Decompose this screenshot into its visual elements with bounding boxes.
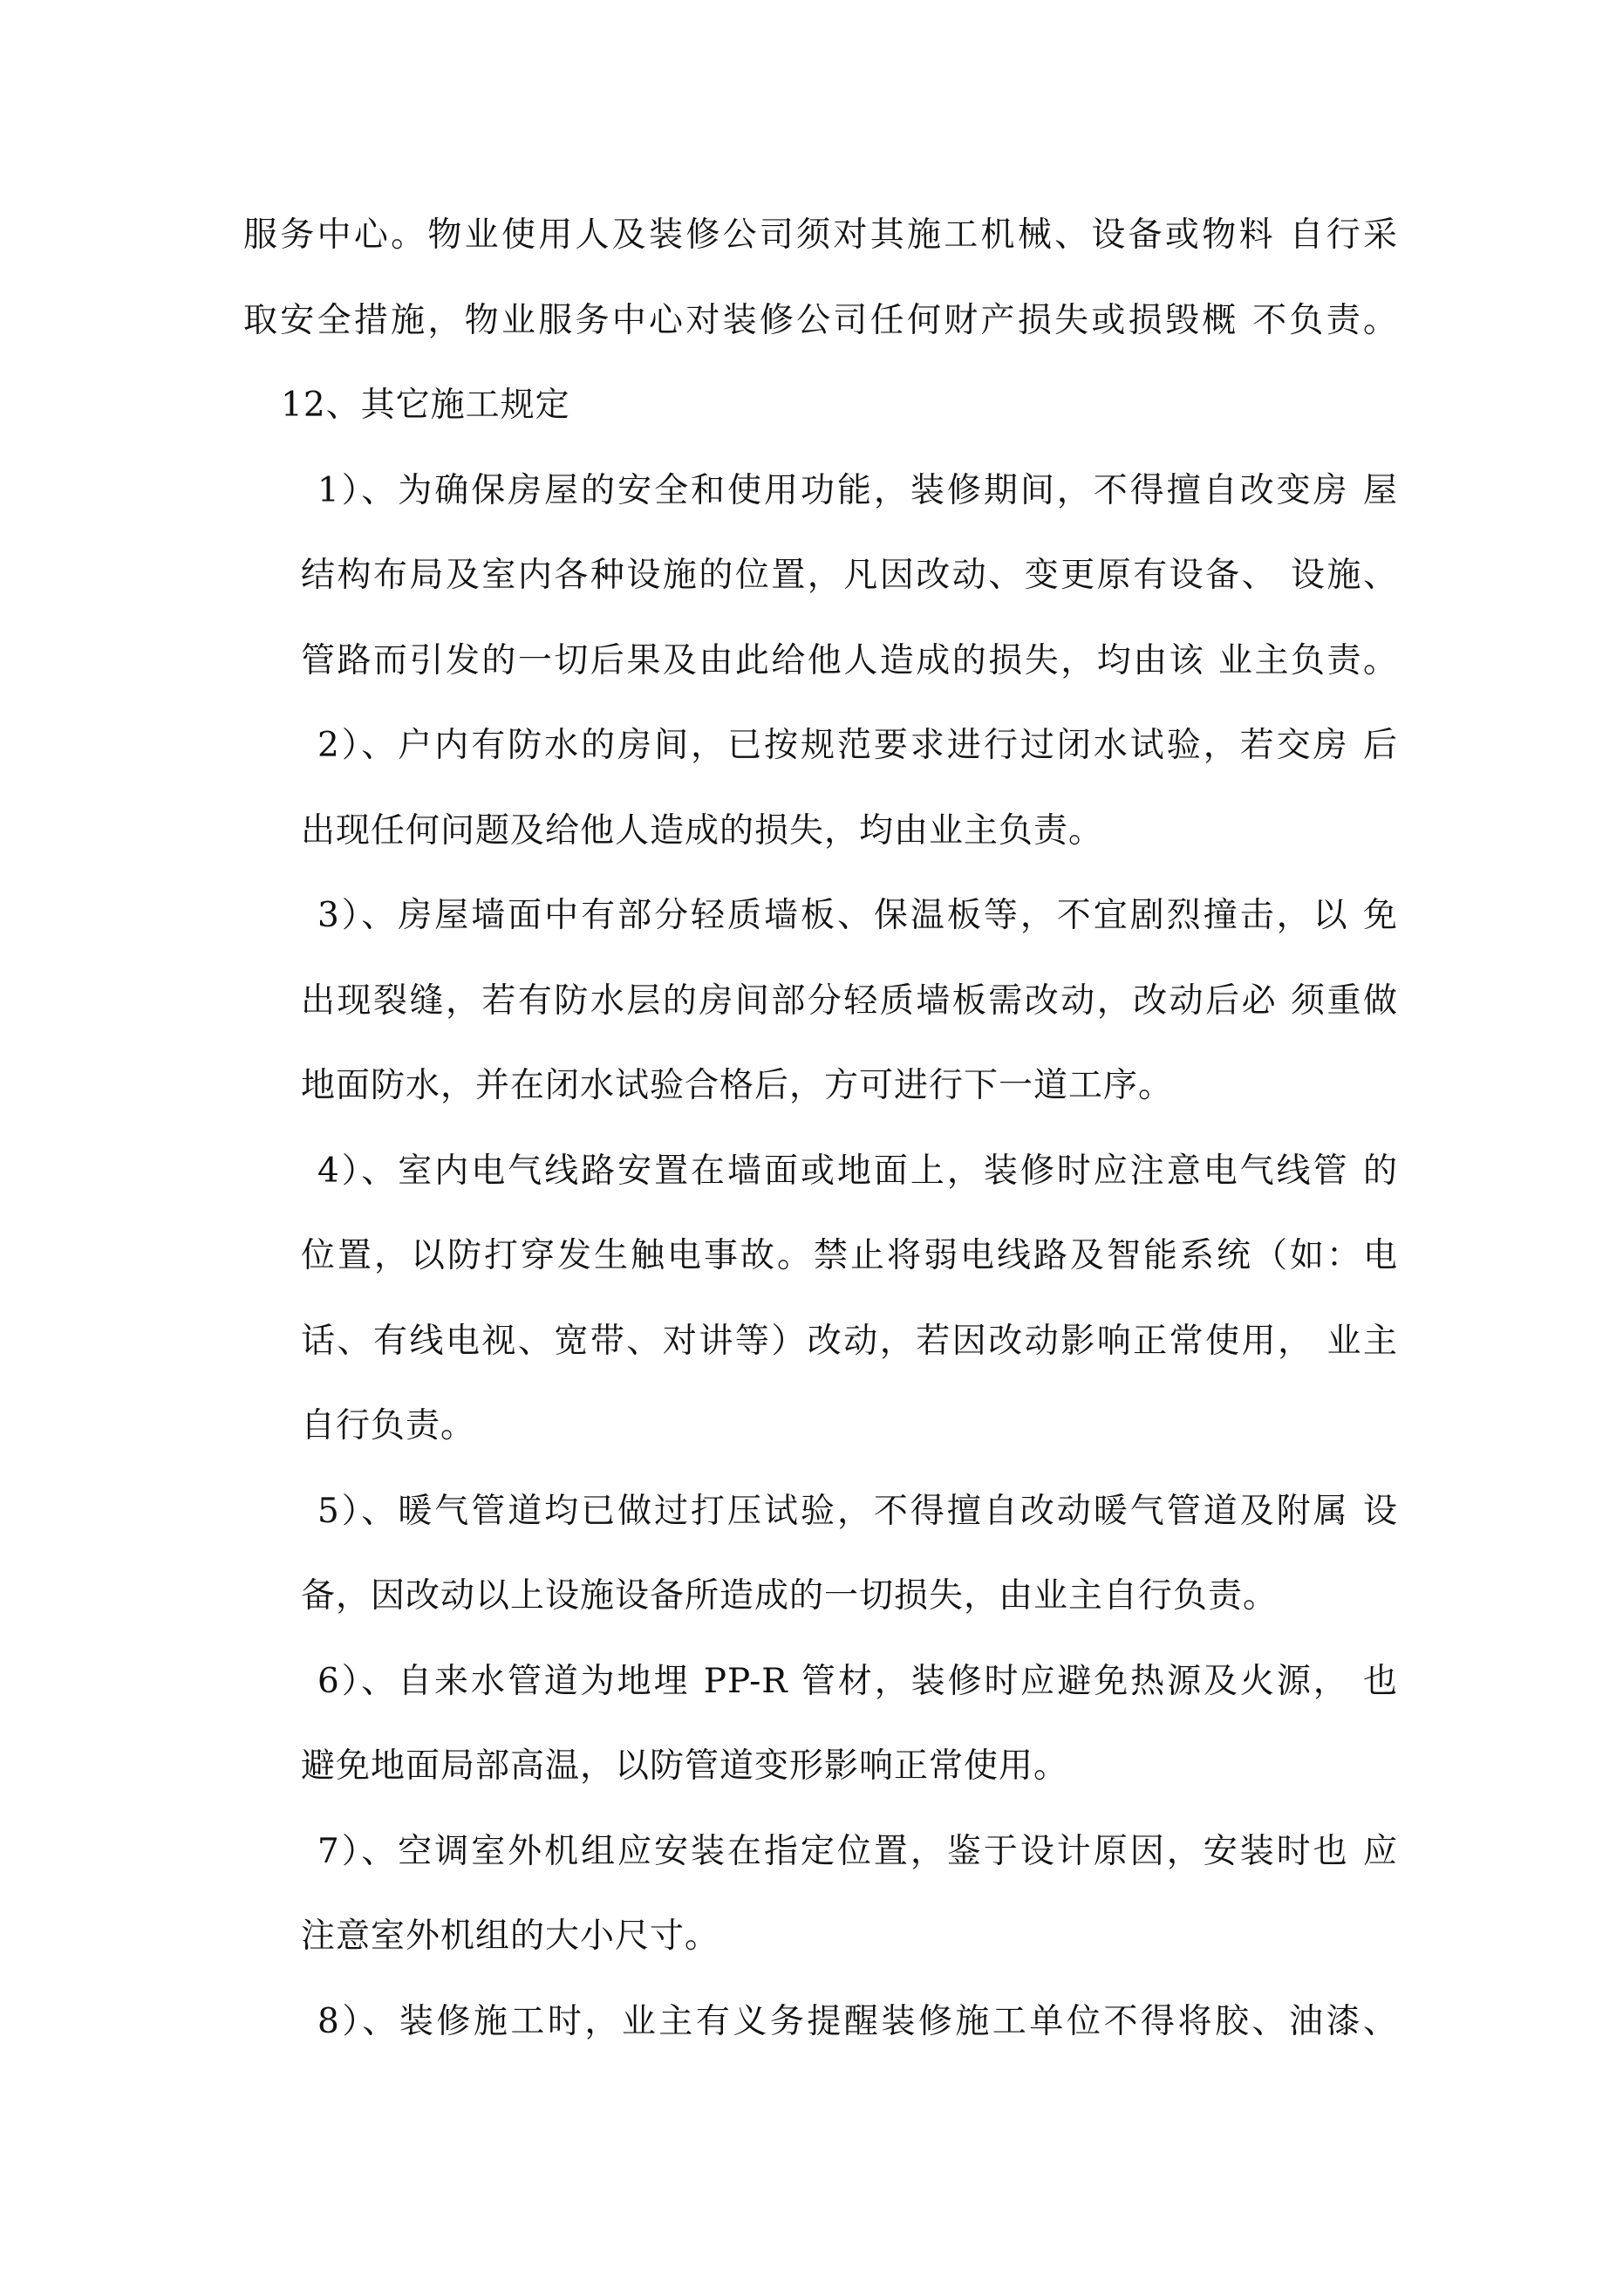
text-line-14: 话、有线电视、宽带、对讲等）改动，若因改动影响正常使用， 业主 <box>301 1322 1398 1361</box>
text-line-16: 5）、暖气管道均已做过打压试验，不得擅自改动暖气管道及附属 设 <box>317 1492 1398 1531</box>
text-line-8: 出现任何问题及给他人造成的损失，均由业主负责。 <box>301 811 1104 851</box>
text-line-21: 注意室外机组的大小尺寸。 <box>301 1917 720 1956</box>
text-line-17: 备，因改动以上设施设备所造成的一切损失，由业主自行负责。 <box>301 1576 1279 1616</box>
text-line-10: 出现裂缝，若有防水层的房间部分轻质墙板需改动，改动后必 须重做 <box>301 981 1398 1021</box>
text-line-18: 6）、自来水管道为地埋 PP-R 管材，装修时应避免热源及火源， 也 <box>317 1662 1398 1701</box>
text-line-2: 取安全措施，物业服务中心对装修公司任何财产损失或损毁概 不负责。 <box>243 301 1398 340</box>
text-line-5: 结构布局及室内各种设施的位置，凡因改动、变更原有设备、 设施、 <box>301 556 1398 595</box>
text-line-13: 位置，以防打穿发生触电事故。禁止将弱电线路及智能系统（如：电 <box>301 1236 1398 1275</box>
section-heading: 12、其它施工规定 <box>281 386 570 425</box>
text-line-20: 7）、空调室外机组应安装在指定位置，鉴于设计原因，安装时也 应 <box>317 1832 1398 1871</box>
text-line-4: 1）、为确保房屋的安全和使用功能，装修期间，不得擅自改变房 屋 <box>317 471 1398 510</box>
text-line-15: 自行负责。 <box>301 1406 476 1445</box>
text-line-22: 8）、装修施工时，业主有义务提醒装修施工单位不得将胶、油漆、 <box>317 2002 1398 2041</box>
text-line-7: 2）、户内有防水的房间，已按规范要求进行过闭水试验，若交房 后 <box>317 726 1398 765</box>
text-line-11: 地面防水，并在闭水试验合格后，方可进行下一道工序。 <box>301 1066 1174 1105</box>
text-line-1: 服务中心。物业使用人及装修公司须对其施工机械、设备或物料 自行采 <box>243 215 1398 255</box>
text-line-19: 避免地面局部高温，以防管道变形影响正常使用。 <box>301 1746 1069 1786</box>
text-line-9: 3）、房屋墙面中有部分轻质墙板、保温板等，不宜剧烈撞击，以 免 <box>317 896 1398 935</box>
text-line-6: 管路而引发的一切后果及由此给他人造成的损失，均由该 业主负责。 <box>301 641 1398 680</box>
text-line-12: 4）、室内电气线路安置在墙面或地面上，装修时应注意电气线管 的 <box>317 1151 1398 1191</box>
